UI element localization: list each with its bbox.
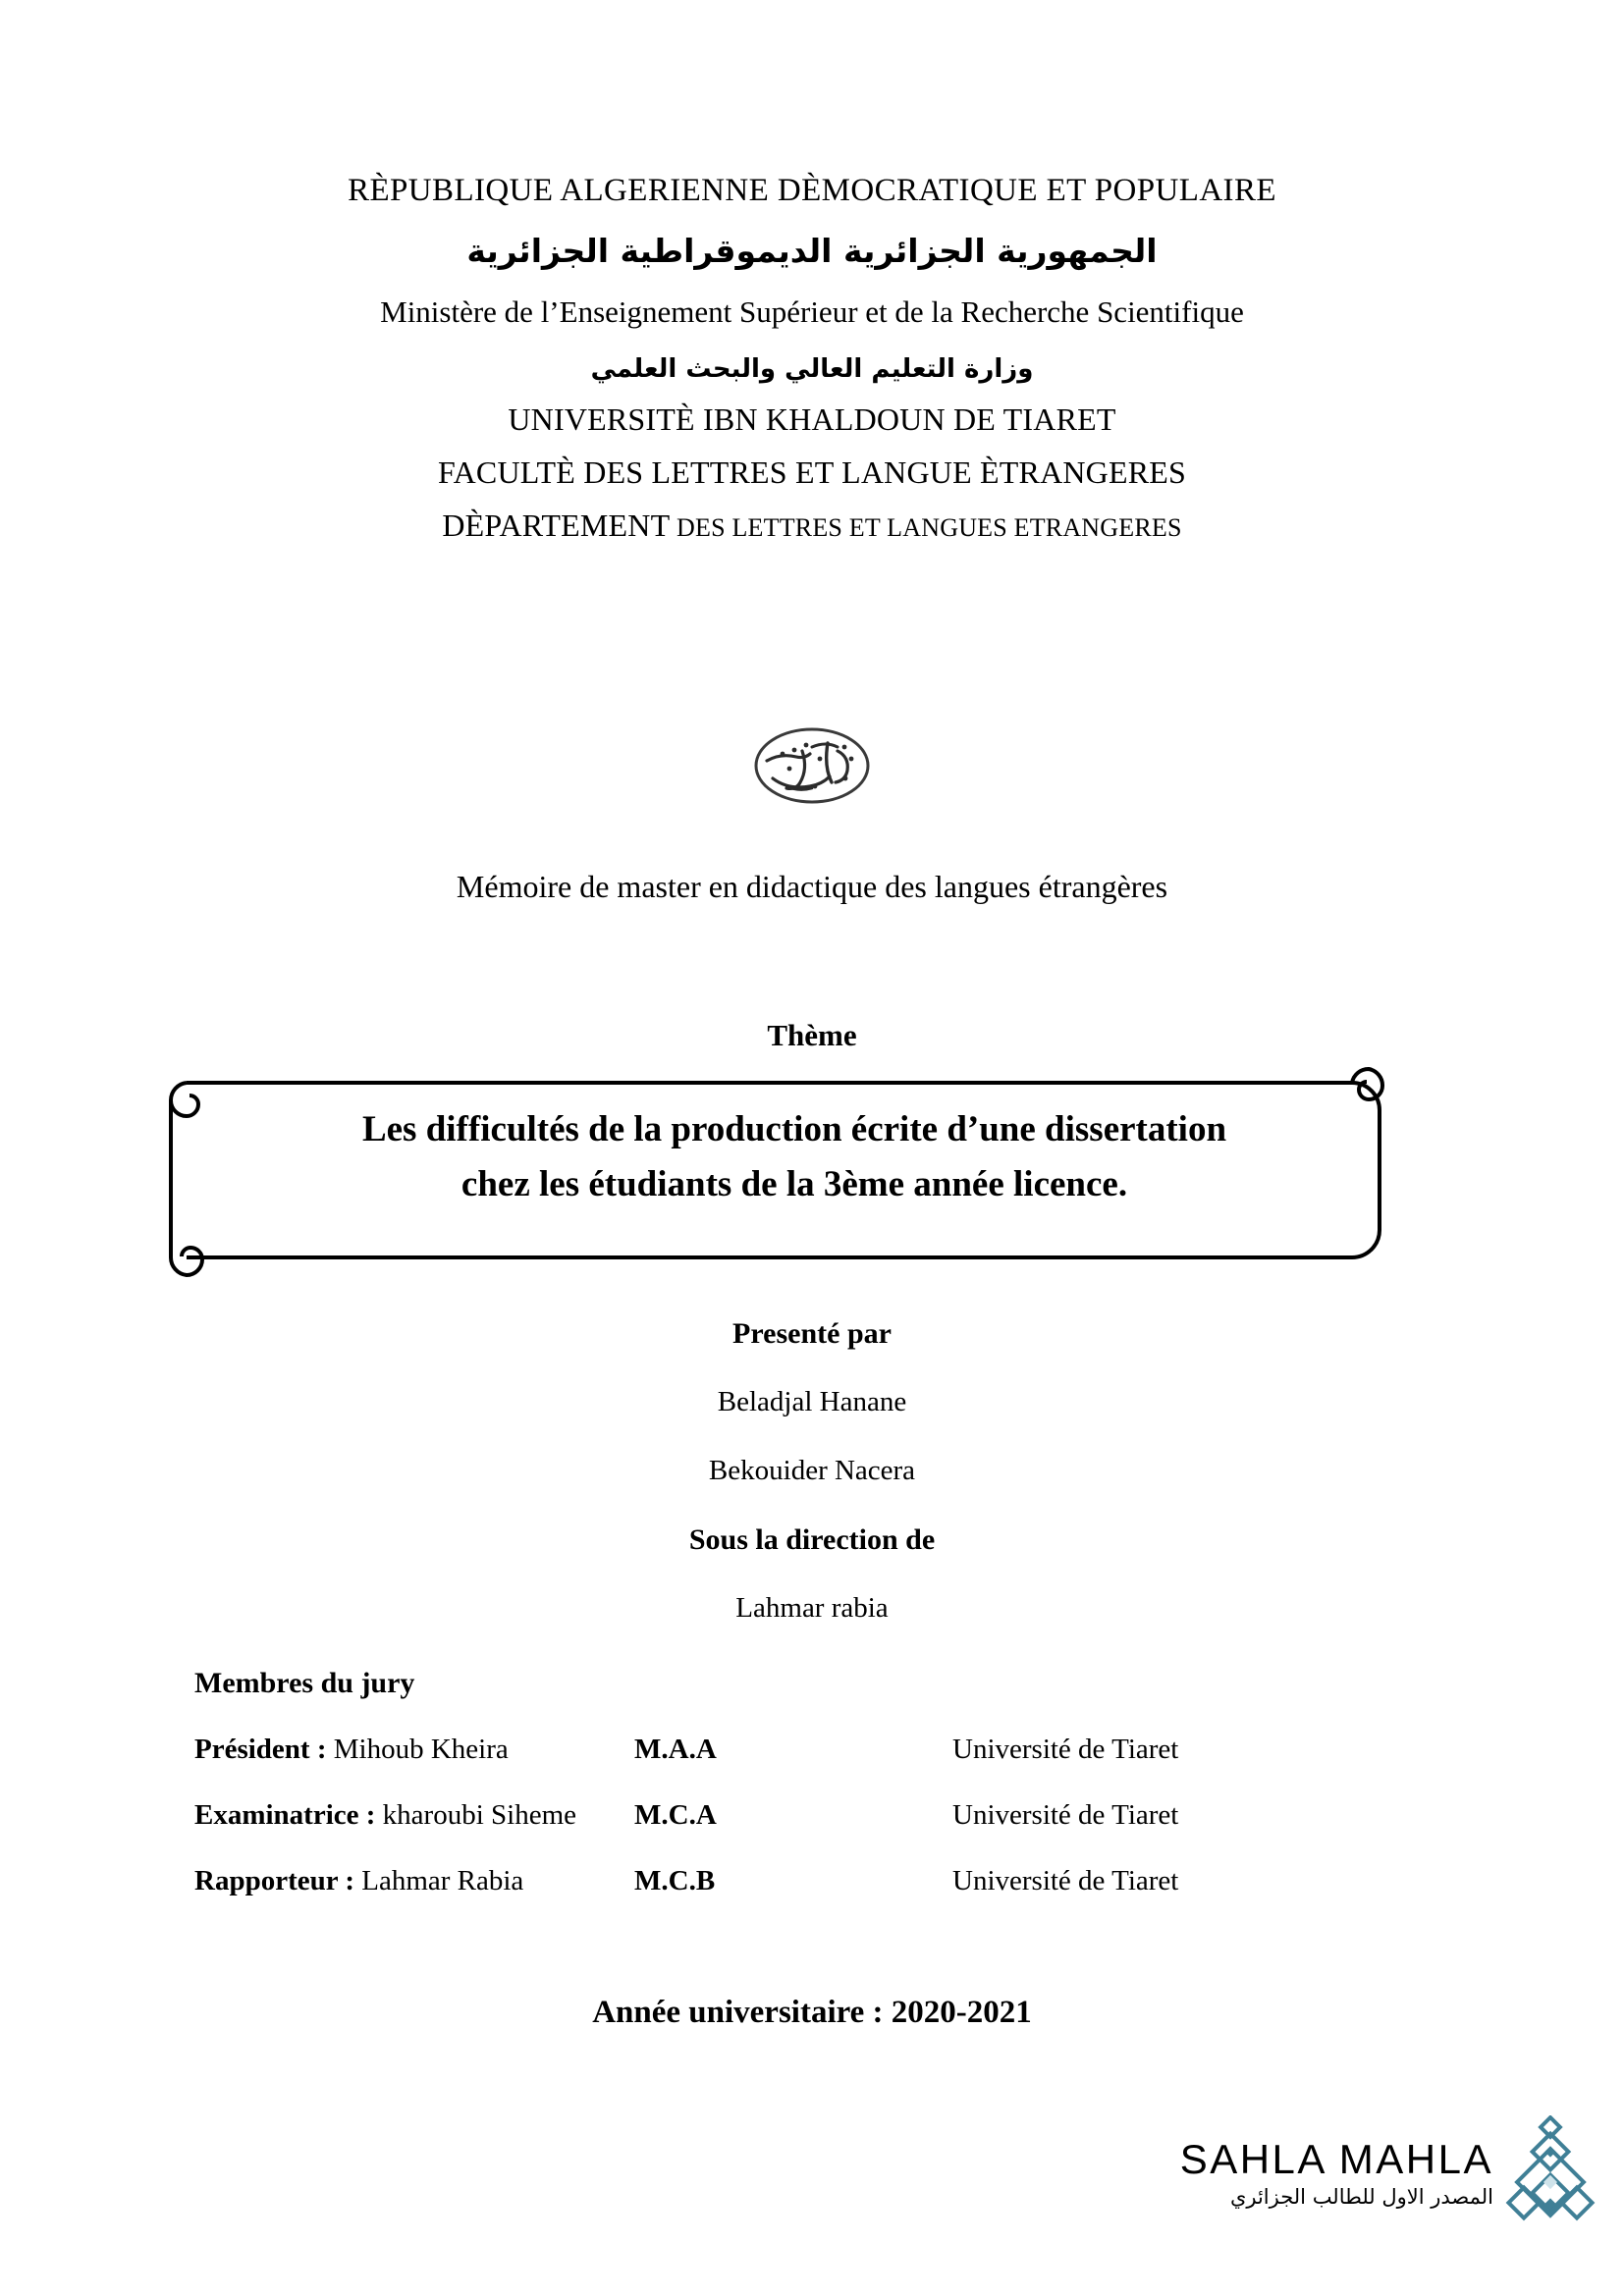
jury-role-rapporteur xyxy=(194,1865,587,1897)
jury-grade: M.C.A xyxy=(634,1799,717,1831)
department-name-rest: DES LETTRES ET LANGUES ETRANGERES xyxy=(670,513,1182,542)
jury-role-label: Président : xyxy=(194,1734,327,1765)
university-seal-icon xyxy=(743,721,881,810)
presented-by-label: Presenté par xyxy=(732,1317,892,1350)
jury-role-label: Rapporteur : xyxy=(194,1865,354,1896)
watermark-brand: SAHLA MAHLA xyxy=(1179,2136,1493,2183)
jury-grade: M.A.A xyxy=(634,1734,717,1765)
jury-member-name: Lahmar Rabia xyxy=(353,1865,524,1896)
faculty-name: FACULTÈ DES LETTRES ET LANGUE ÈTRANGERES xyxy=(437,454,1187,490)
jury-title: Membres du jury xyxy=(194,1667,415,1699)
academic-year: Année universitaire : 2020-2021 xyxy=(592,1995,1032,2030)
jury-university: Université de Tiaret xyxy=(952,1865,1179,1896)
supervision-label: Sous la direction de xyxy=(688,1523,936,1556)
author-name-2: Bekouider Nacera xyxy=(708,1455,916,1486)
degree-line: Mémoire de master en didactique des langues étrangères xyxy=(456,869,1168,904)
ministry-line-arabic: وزارة التعليم العالي والبحث العلمي xyxy=(590,354,1034,384)
jury-member-name: Mihoub Kheira xyxy=(326,1734,509,1765)
republic-line-arabic: الجمهورية الجزائرية الديموقراطية الجزائرية xyxy=(466,232,1158,270)
supervisor-name: Lahmar rabia xyxy=(735,1592,889,1624)
theme-title-line-1: Les difficultés de la production écrite d’une dissertation xyxy=(361,1109,1227,1149)
jury-grade: M.C.B xyxy=(634,1865,716,1896)
jury-row xyxy=(194,1799,1432,1832)
jury-row xyxy=(194,1734,1432,1766)
emblem-container xyxy=(0,721,1624,815)
author-name-1: Beladjal Hanane xyxy=(717,1386,907,1417)
republic-line-french: RÈPUBLIQUE ALGERIENNE DÈMOCRATIQUE ET POPULAIRE xyxy=(348,173,1276,208)
jury-role-president xyxy=(194,1734,587,1766)
department-name xyxy=(0,509,1624,541)
sahla-mahla-watermark xyxy=(1134,2115,1596,2253)
ministry-line-french: Ministère de l’Enseignement Supérieur et de la Recherche Scientifique xyxy=(380,294,1244,329)
theme-title-line-2: chez les étudiants de la 3ème année licence. xyxy=(460,1163,1128,1204)
university-name: UNIVERSITÈ IBN KHALDOUN DE TIARET xyxy=(508,401,1116,437)
jury-row xyxy=(194,1865,1432,1897)
jury-university: Université de Tiaret xyxy=(952,1734,1179,1765)
department-name-main: DÈPARTEMENT xyxy=(442,507,671,543)
jury-section xyxy=(194,1667,1432,1931)
jury-university: Université de Tiaret xyxy=(952,1799,1179,1831)
jury-role-label: Examinatrice : xyxy=(194,1799,376,1831)
theme-title xyxy=(228,1102,1361,1211)
theme-label: Thème xyxy=(767,1018,857,1052)
theme-scroll-box xyxy=(169,1065,1406,1291)
jury-role-examinatrice xyxy=(194,1799,587,1832)
sahla-mahla-diamond-mark-icon xyxy=(1505,2115,1596,2233)
institution-header xyxy=(0,175,1624,541)
jury-member-name: kharoubi Siheme xyxy=(375,1799,576,1831)
watermark-tagline: المصدر الاول للطالب الجزائري xyxy=(1229,2185,1493,2210)
